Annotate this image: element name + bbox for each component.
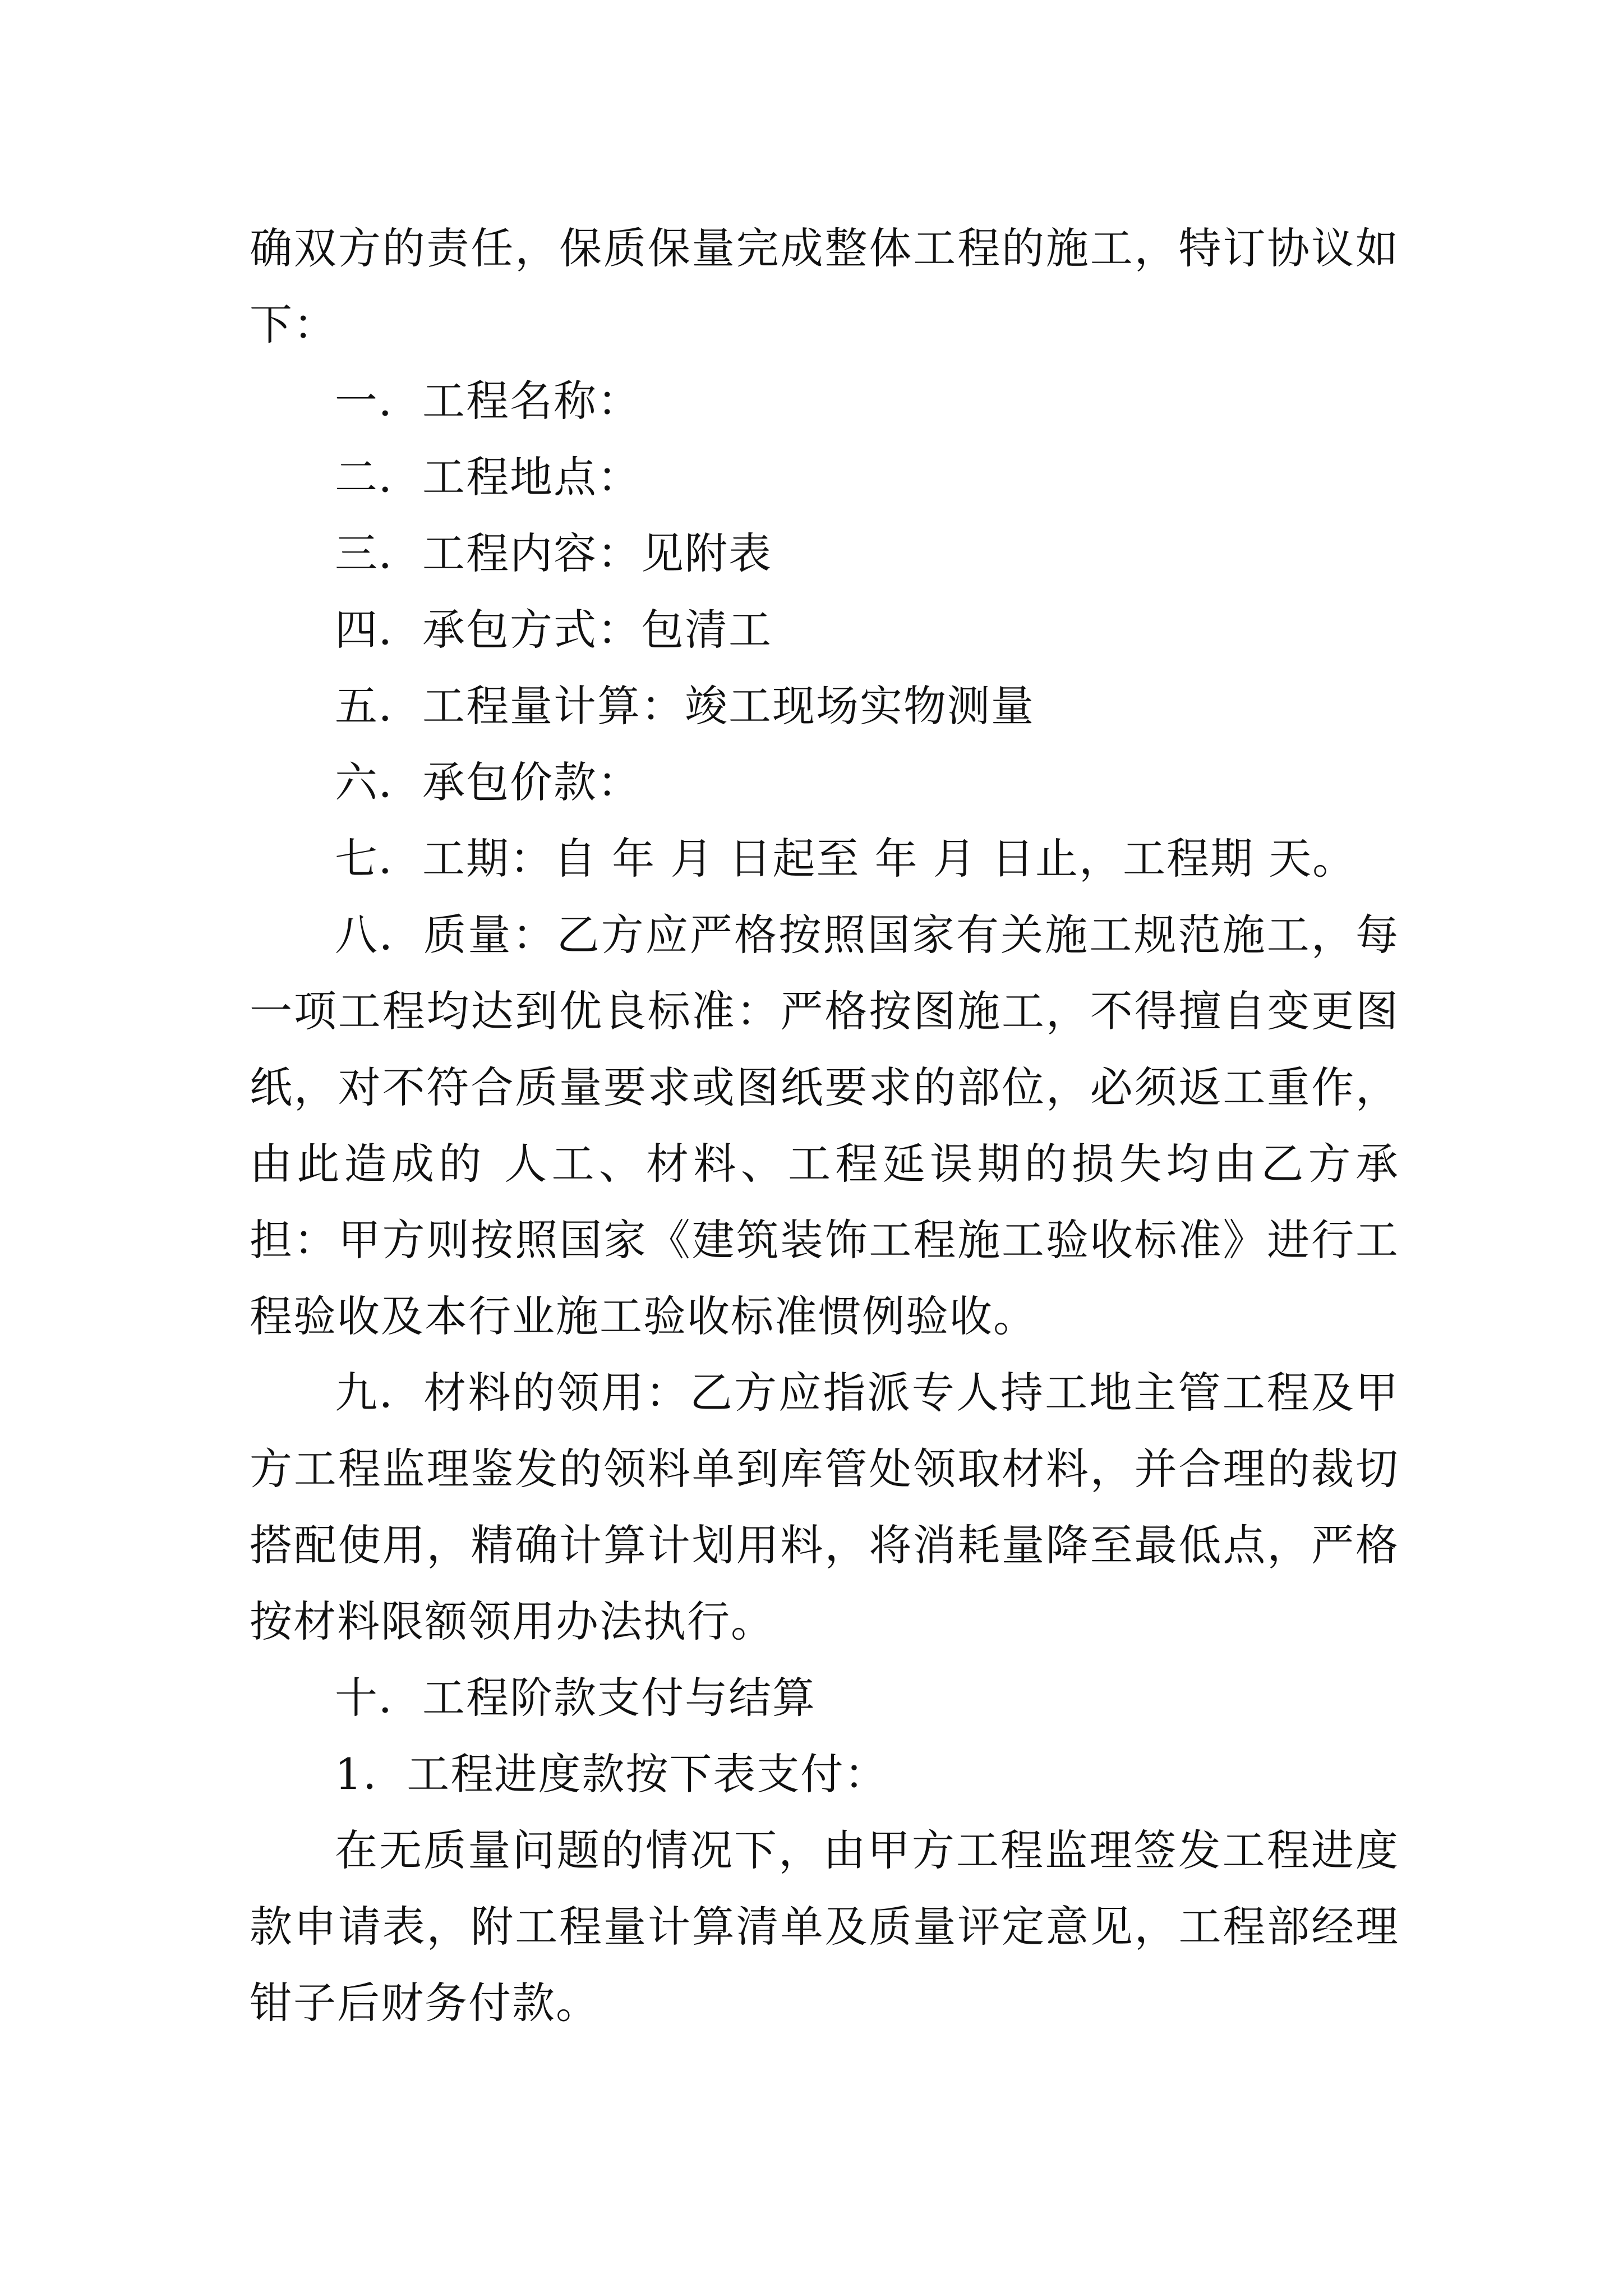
clause-project-name: 一．工程名称： <box>335 376 641 426</box>
clause-project-location: 二．工程地点： <box>335 452 641 502</box>
clause-quality: 八．质量：乙方应严格按照国家有关施工规范施工，每一项工程均达到优良标准：严格按图施工，不得擅自变更图纸，对不符合质量要求或图纸要求的部位，必须返工重作，由此造成的 人工、材料、工程延误期的损失均由乙方承担：甲方则按照国家《建筑装饰工程施工验收标准》进行工程验收及本行业施工验收标准惯例验收。 <box>250 910 1399 1341</box>
clause-quantity-calculation: 五．工程量计算：竣工现场实物测量 <box>335 681 1035 731</box>
clause-contract-price: 六．承包价款： <box>335 757 641 807</box>
clause-progress-payment: 1．工程进度款按下表支付： <box>335 1749 888 1799</box>
clause-progress-payment-detail: 在无质量问题的情况下，由甲方工程监理签发工程进度款申请表，附工程量计算清单及质量评定意见，工程部经理钳子后财务付款。 <box>250 1825 1399 2028</box>
intro-paragraph: 确双方的责任，保质保量完成整体工程的施工，特订协议如下： <box>250 223 1399 349</box>
clause-project-content: 三．工程内容：见附表 <box>335 528 772 578</box>
clause-duration: 七．工期：自 年 月 日起至 年 月 日止，工程期 天。 <box>335 834 1357 884</box>
clause-contract-method: 四．承包方式：包清工 <box>335 605 772 655</box>
clause-materials: 九．材料的领用：乙方应指派专人持工地主管工程及甲方工程监理鉴发的领料单到库管处领取材料，并合理的裁切搭配使用，精确计算计划用料，将消耗量降至最低点，严格按材料限额领用办法执行。 <box>250 1368 1399 1646</box>
clause-payment-settlement: 十．工程阶款支付与结算 <box>335 1673 816 1723</box>
document-body <box>250 210 1399 2041</box>
